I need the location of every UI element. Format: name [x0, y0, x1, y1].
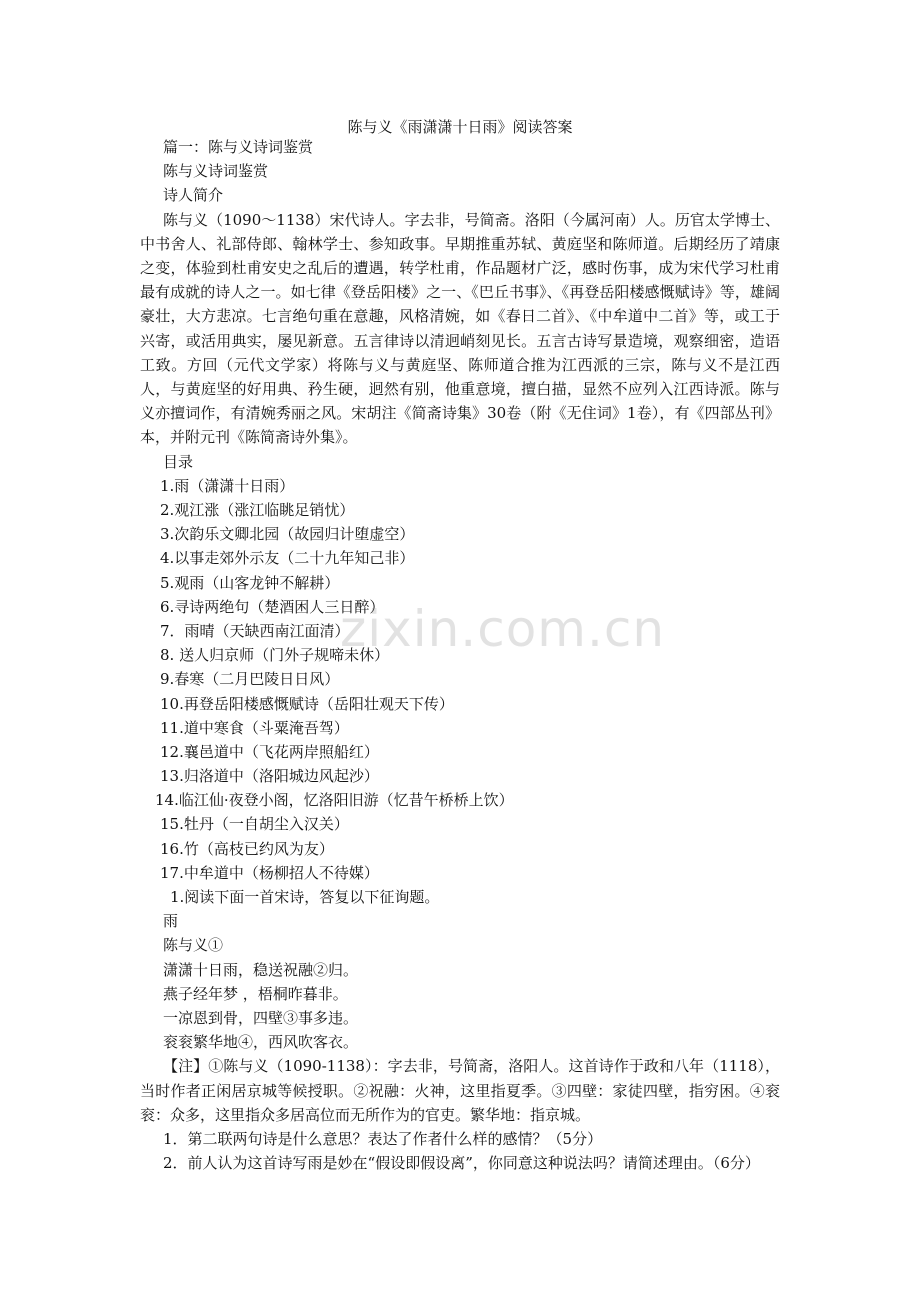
toc-item: 3.次韵乐文卿北园（故园归计堕虚空） [160, 525, 415, 544]
subheading: 陈与义诗词鉴赏 [163, 162, 269, 181]
toc-item: 15.牡丹（一自胡尘入汉关） [160, 815, 349, 834]
table-of-contents [140, 474, 780, 885]
site-watermark: zixin.com.cn [340, 600, 666, 658]
toc-item: 12.襄邑道中（飞花两岸照船红） [160, 742, 379, 761]
poem-line: 衮衮繁华地④，西风吹客衣。 [163, 1033, 359, 1052]
toc-item: 2.观江涨（涨江临眺足销忧） [160, 501, 355, 520]
poem-line: 一凉恩到骨，四壁③事多违。 [163, 1009, 359, 1028]
toc-item: 10.再登岳阳楼感慨赋诗（岳阳壮观天下传） [160, 694, 454, 713]
toc-heading: 目录 [163, 452, 194, 471]
toc-item: 17.中牟道中（杨柳招人不待媒） [160, 863, 379, 882]
question-2: 2．前人认为这首诗写雨是妙在“假设即假设离”，你同意这种说法吗？请简述理由。（6分） [163, 1154, 760, 1173]
poem-author: 陈与义① [163, 936, 224, 955]
poet-biography: 陈与义（1090～1138）宋代诗人。字去非，号简斋。洛阳（今属河南）人。历官太学博士、中书舍人、礼部侍郎、翰林学士、参知政事。早期推重苏轼、黄庭坚和陈师道。后期经历了靖康之变，体验到杜甫安史之乱后的遭遇，转学杜甫，作品题材广泛，感时伤事，成为宋代学习杜甫最有成就的诗人之一。如七律《登岳阳楼》之一、《巴丘书事》、《再登岳阳楼感慨赋诗》等，雄阔豪壮，大方悲凉。七言绝句重在意趣，风格清婉，如《春日二首》、《中牟道中二首》等，或工于兴寄，或活用典实，屡见新意。五言律诗以清迥峭刻见长。五言古诗写景造境，观察细密，造语工致。方回（元代文学家）将陈与义与黄庭坚、陈师道合推为江西派的三宗，陈与义不是江西人，与黄庭坚的好用典、矜生硬，迥然有别，他重意境，擅白描，显然不应列入江西诗派。陈与义亦擅词作，有清婉秀丽之风。宋胡注《简斋诗集》30卷（附《无住词》1卷），有《四部丛刊》本，并附元刊《陈简斋诗外集》。 [140, 210, 780, 447]
page-title: 陈与义《雨潇潇十日雨》阅读答案 [347, 118, 573, 136]
toc-item: 13.归洛道中（洛阳城边风起沙） [160, 767, 379, 786]
toc-item: 1.雨（潇潇十日雨） [160, 476, 295, 495]
question-1: 1．第二联两句诗是什么意思？表达了作者什么样的感情？（5分） [163, 1130, 603, 1149]
section-heading: 篇一：陈与义诗词鉴赏 [163, 138, 314, 156]
poem-line: 潇潇十日雨，稳送祝融②归。 [163, 960, 359, 979]
toc-item: 16.竹（高枝已约风为友） [160, 839, 334, 858]
reading-instruction: 1.阅读下面一首宋诗，答复以下征询题。 [170, 888, 440, 907]
toc-item: 4.以事走郊外示友（二十九年知己非） [160, 549, 415, 568]
toc-item: 5.观雨（山客龙钟不解耕） [160, 573, 340, 592]
toc-item: 8. 送人归京师（门外子规啼未休） [160, 646, 390, 665]
poem [140, 909, 780, 1054]
subheading-poet-intro: 诗人简介 [163, 186, 224, 205]
toc-item: 9.春寒（二月巴陵日日风） [160, 670, 340, 689]
poem-line: 燕子经年梦 ，梧桐昨暮非。 [163, 984, 348, 1003]
toc-item: 6.寻诗两绝句（楚酒困人三日醉） [160, 597, 385, 616]
poem-title: 雨 [163, 912, 179, 931]
toc-item: 11.道中寒食（斗粟淹吾驾） [160, 718, 349, 737]
toc-item: 7．雨晴（天缺西南江面清） [160, 621, 350, 640]
poem-notes: 【注】①陈与义（1090-1138）：字去非，号简斋，洛阳人。这首诗作于政和八年（1118），当时作者正闲居京城等候授职。②祝融：火神，这里指夏季。③四壁：家徒四壁，指穷困。④衮衮：众多，这里指众多居高位而无所作为的官吏。繁华地：指京城。 [140, 1057, 780, 1124]
toc-item: 14.临江仙·夜登小阁，忆洛阳旧游（忆昔午桥桥上饮） [155, 791, 514, 810]
